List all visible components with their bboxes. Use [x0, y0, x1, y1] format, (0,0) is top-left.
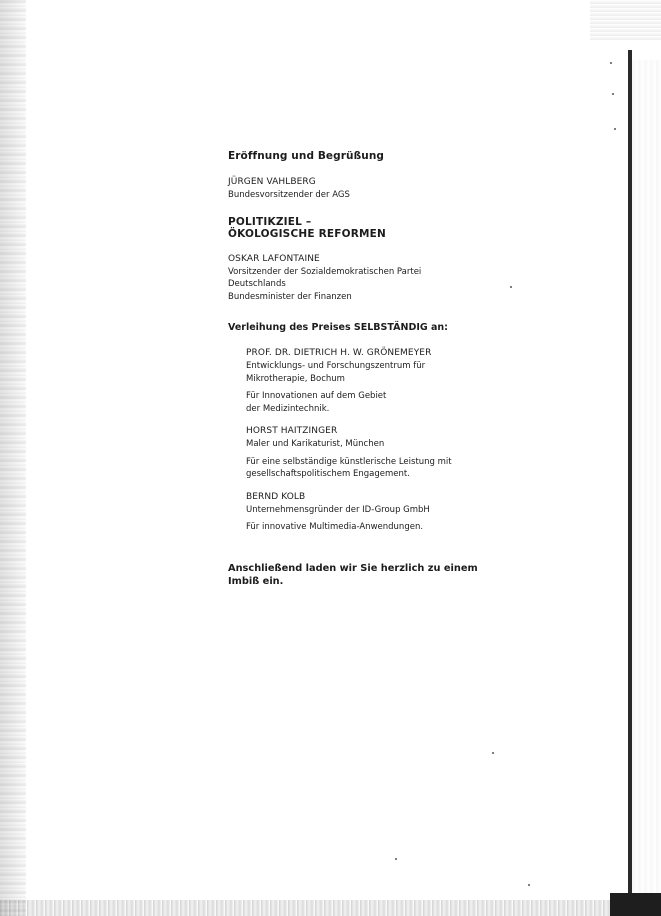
scan-speck: [395, 858, 397, 860]
scan-speck: [492, 752, 494, 754]
speaker-name: JÜRGEN VAHLBERG: [228, 177, 316, 187]
recipient-name: PROF. DR. DIETRICH H. W. GRÖNEMEYER: [246, 348, 432, 358]
closing-line: Anschließend laden wir Sie herzlich zu einem: [228, 562, 478, 574]
speaker-name: OSKAR LAFONTAINE: [228, 253, 320, 264]
scan-edge-bottom: [0, 900, 661, 916]
speaker-role-line: Deutschlands: [228, 279, 286, 289]
scan-speck: [614, 128, 616, 130]
recipient-reason: Für Innovationen auf dem Gebiet: [246, 391, 387, 401]
scan-edge-right: [632, 60, 661, 916]
recipient-reason: Für eine selbständige künstlerische Leistung mit: [246, 456, 452, 467]
recipient-reason: gesellschaftspolitischem Engagement.: [246, 469, 410, 479]
closing-line: Imbiß ein.: [228, 575, 284, 587]
scan-speck: [612, 93, 614, 95]
award-recipient: [246, 491, 546, 534]
scan-speck: [610, 62, 612, 64]
speaker-role: Bundesvorsitzender der AGS: [228, 190, 350, 200]
recipient-affiliation: Entwicklungs- und Forschungszentrum für: [246, 361, 426, 371]
scan-corner-bottom-right: [610, 893, 661, 916]
scan-border-line: [628, 50, 632, 900]
politik-heading-line1: POLITIKZIEL –: [228, 215, 312, 228]
opening-section: [228, 150, 568, 202]
opening-heading: Eröffnung und Begrüßung: [228, 150, 385, 162]
recipient-affiliation: Maler und Karikaturist, München: [246, 439, 385, 449]
recipient-affiliation: Unternehmensgründer der ID-Group GmbH: [246, 504, 430, 515]
scan-noise-top-right: [590, 0, 661, 40]
award-recipient: [246, 347, 546, 415]
scan-speck: [528, 884, 530, 886]
recipient-name: HORST HAITZINGER: [246, 426, 338, 436]
recipient-reason: der Medizintechnik.: [246, 403, 330, 414]
scan-edge-left: [0, 0, 26, 916]
politik-heading-line2: ÖKOLOGISCHE REFORMEN: [228, 228, 387, 240]
politik-section: [228, 216, 568, 304]
program-content: [228, 150, 568, 588]
award-heading: Verleihung des Preises SELBSTÄNDIG an:: [228, 322, 448, 333]
speaker-role-line: Bundesminister der Finanzen: [228, 291, 352, 302]
recipient-name: BERND KOLB: [246, 491, 306, 502]
award-recipient: [246, 425, 546, 481]
closing-section: [228, 562, 568, 588]
recipient-affiliation: Mikrotherapie, Bochum: [246, 373, 345, 384]
recipient-reason: Für innovative Multimedia-Anwendungen.: [246, 522, 424, 532]
speaker-role-line: Vorsitzender der Sozialdemokratischen Partei: [228, 266, 422, 277]
award-section: [228, 322, 568, 534]
